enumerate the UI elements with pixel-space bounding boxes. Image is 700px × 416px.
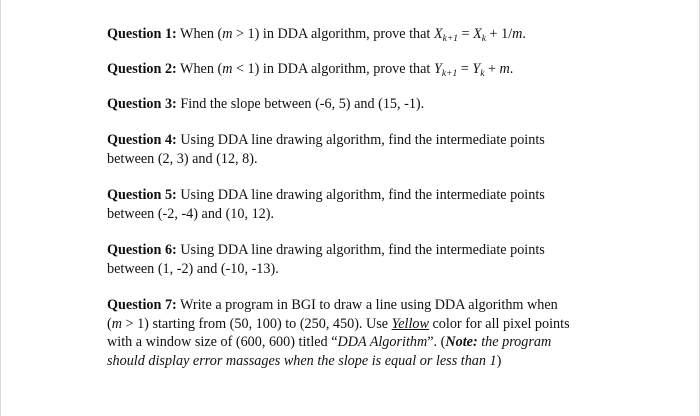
question-7-text: Write a program in BGI to draw a line using DDA algorithm when (176, 297, 558, 313)
question-2-plus: + (484, 61, 500, 77)
question-2-y-sub-2: k (480, 69, 485, 79)
question-2-m-2: m (499, 61, 510, 77)
question-7-note-text: the program (477, 334, 552, 350)
question-1-label: Question 1: (107, 26, 177, 42)
question-7-color-text: color for all pixel points (428, 315, 570, 332)
question-1-x-sub: k+1 (442, 34, 458, 44)
question-5-label: Question 5: (107, 187, 177, 203)
question-3-label: Question 3: (107, 96, 177, 112)
question-1-text: When ( (176, 26, 223, 42)
question-7-close-paren: ) (496, 352, 502, 369)
question-7-yellow-word: Yellow (391, 315, 429, 332)
question-7-m: m (111, 315, 122, 332)
question-1-m-2: m (512, 26, 523, 42)
question-2-text: When ( (176, 61, 223, 77)
question-6-text: Using DDA line drawing algorithm, find the intermediate points (176, 242, 545, 258)
question-1 (107, 25, 627, 44)
question-1-x-var-2: X (473, 26, 482, 42)
question-1-equals: = (458, 26, 474, 42)
question-2-y-sub: k+1 (441, 69, 458, 79)
question-6 (107, 241, 627, 278)
question-2 (107, 60, 627, 79)
question-2-y-var-2: Y (472, 61, 481, 77)
question-7-note-label: Note: (445, 334, 478, 350)
question-1-condition: > 1) in DDA algorithm, prove that (232, 26, 434, 42)
question-1-x-var: X (433, 26, 443, 42)
question-2-label: Question 2: (107, 61, 177, 77)
question-7-paren: ( (107, 315, 112, 332)
question-7-note-text-line-2: should display error massages when the slope is equal or less than 1 (107, 352, 497, 369)
question-7-window-text: with a window size of (600, 600) titled “ (107, 334, 338, 350)
question-3 (107, 95, 627, 114)
question-6-label: Question 6: (107, 242, 177, 258)
question-1-m: m (222, 26, 233, 42)
question-5-text-line-2: between (-2, -4) and (10, 12). (107, 205, 275, 222)
question-6-text-line-2: between (1, -2) and (-10, -13). (107, 260, 279, 277)
question-7 (107, 296, 627, 370)
question-4 (107, 131, 627, 168)
question-5-text: Using DDA line drawing algorithm, find the intermediate points (176, 187, 545, 203)
question-7-range: > 1) starting from (50, 100) to (250, 450). Use (121, 315, 392, 332)
question-2-end: . (509, 61, 514, 77)
question-5 (107, 186, 627, 223)
question-3-text: Find the slope between (-6, 5) and (15, -1). (176, 96, 425, 112)
question-4-text: Using DDA line drawing algorithm, find the intermediate points (176, 132, 545, 148)
question-2-condition: < 1) in DDA algorithm, prove that (232, 61, 434, 77)
question-1-plus: + 1/ (486, 26, 513, 42)
question-2-y-var: Y (433, 61, 442, 77)
question-4-text-line-2: between (2, 3) and (12, 8). (107, 150, 258, 167)
question-4-label: Question 4: (107, 132, 177, 148)
question-7-window-title: DDA Algorithm (337, 334, 428, 350)
question-2-m: m (222, 61, 233, 77)
question-2-equals: = (457, 61, 473, 77)
question-7-label: Question 7: (107, 297, 177, 313)
question-1-x-sub-2: k (481, 34, 486, 44)
question-1-end: . (522, 26, 526, 42)
question-7-quote-close: ”. ( (427, 334, 446, 350)
